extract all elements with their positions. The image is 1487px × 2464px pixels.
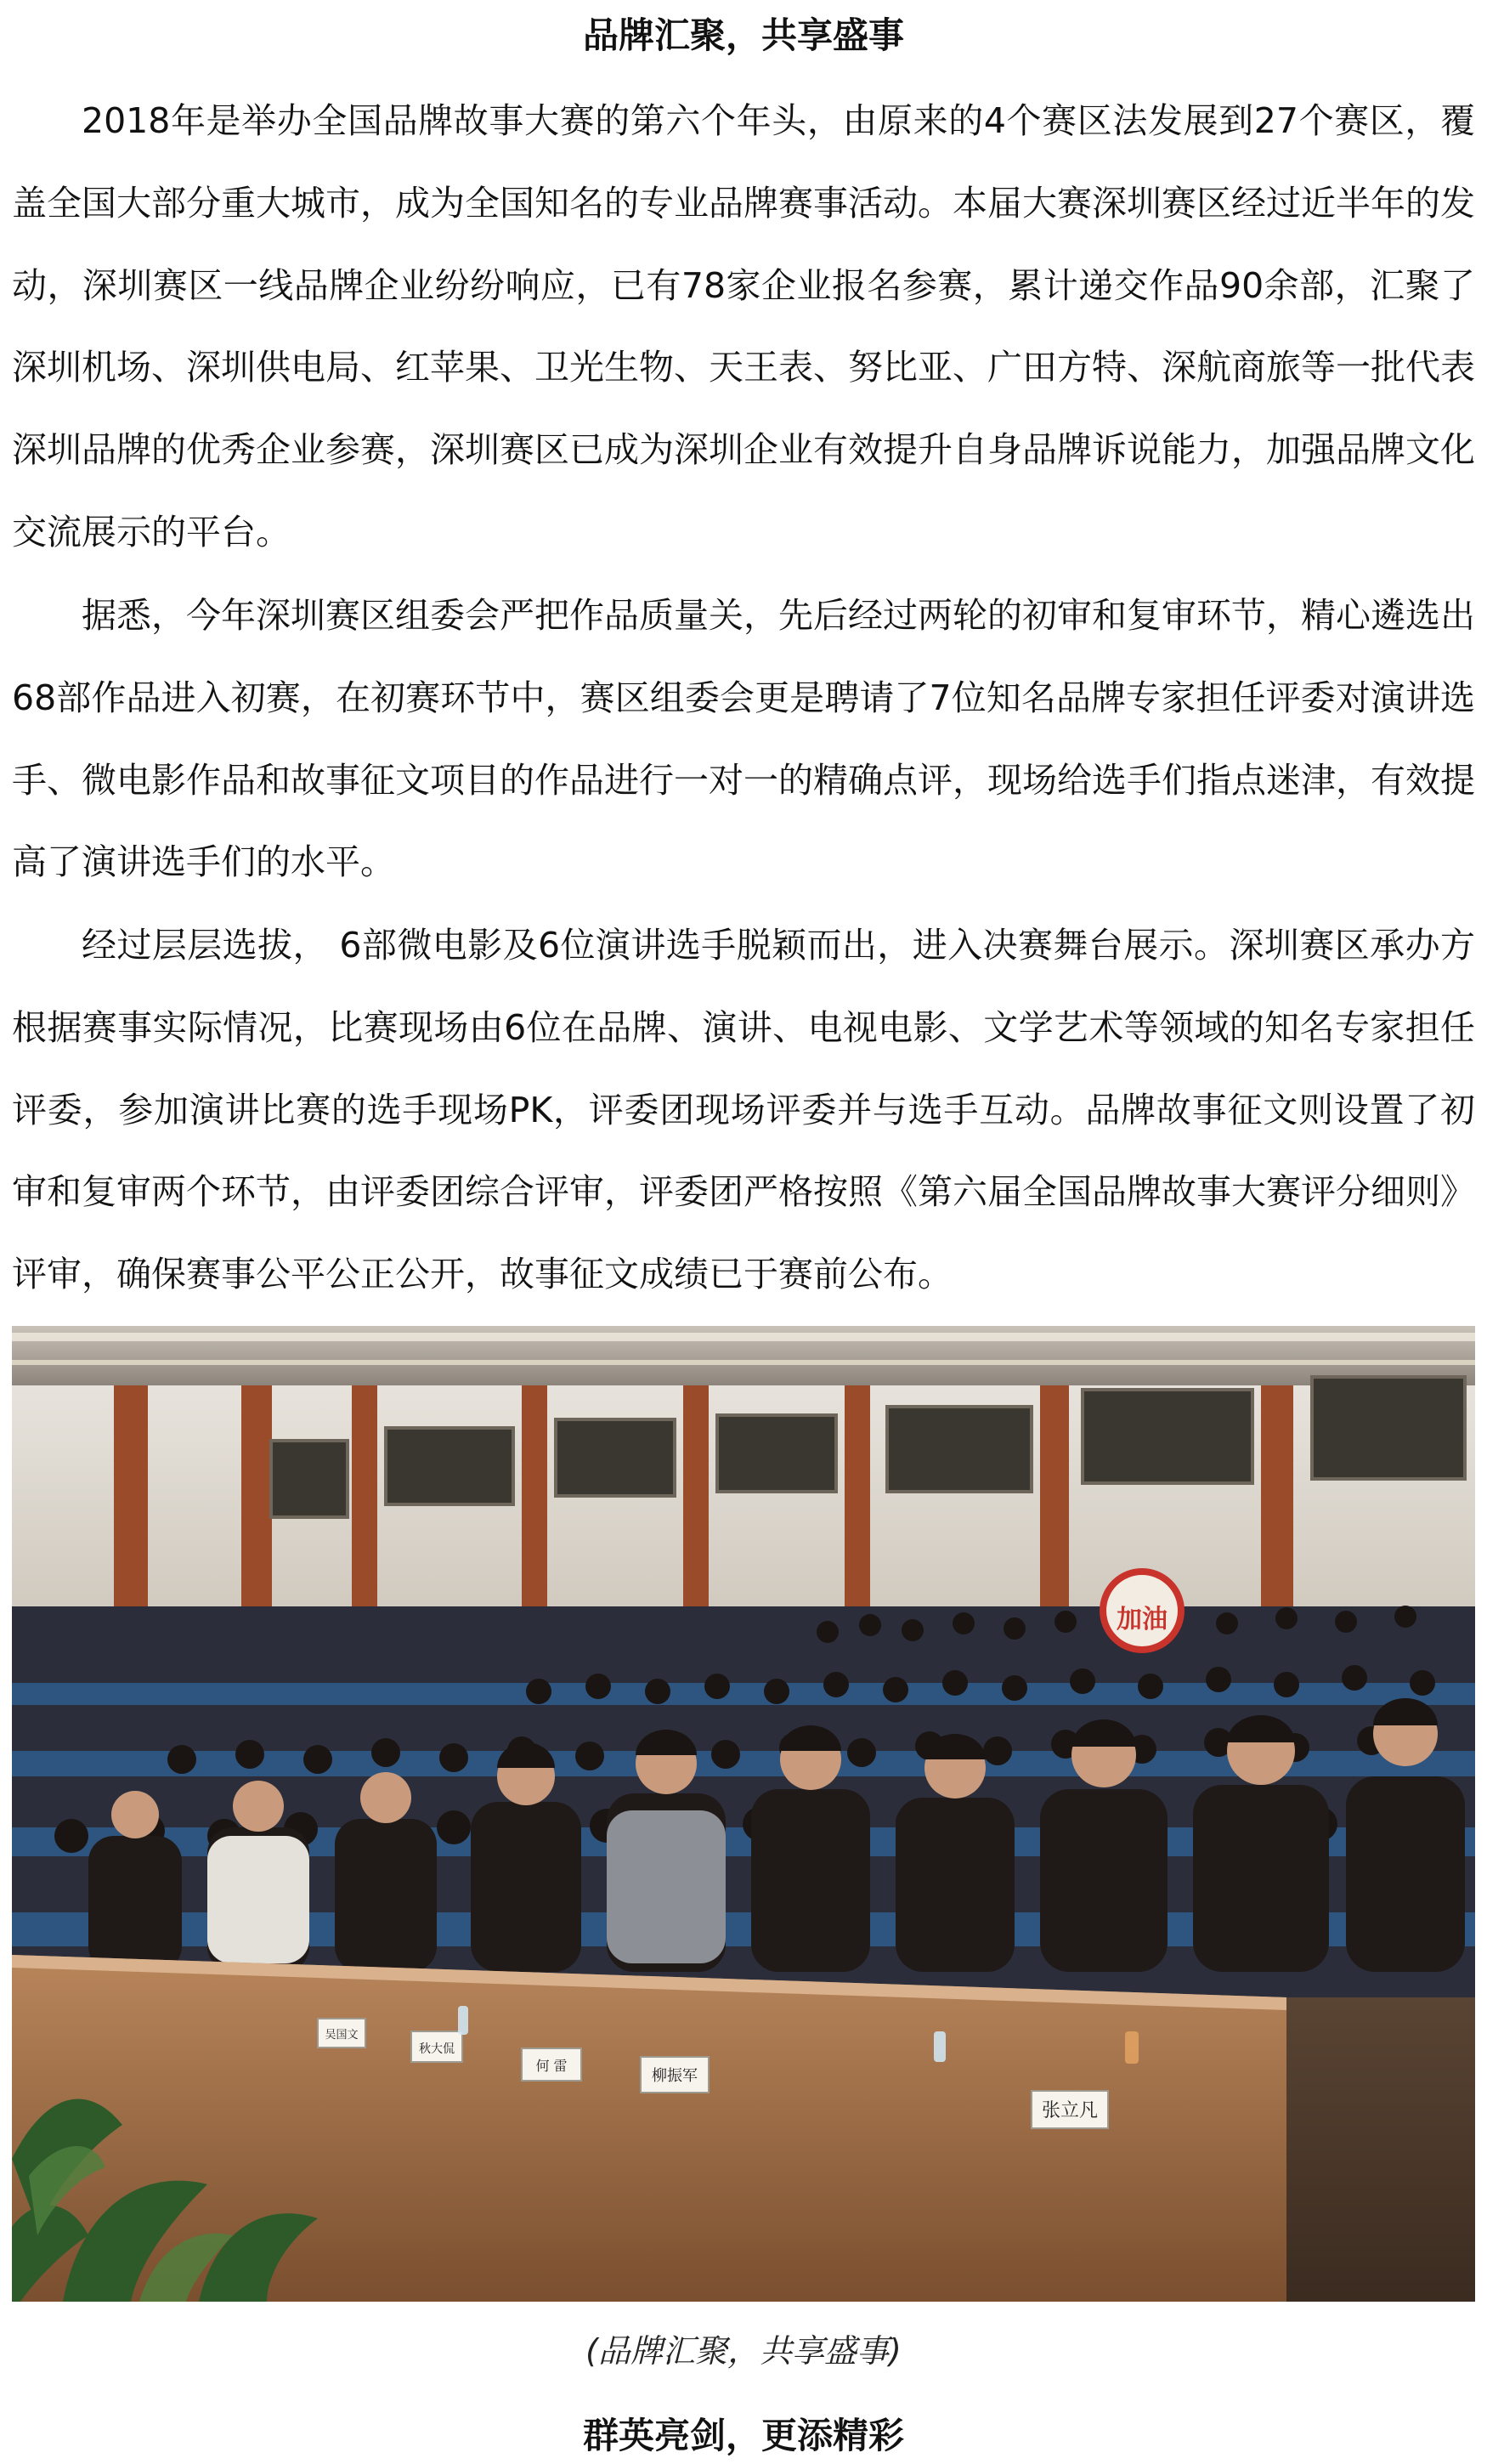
section-heading: 品牌汇聚，共享盛事: [582, 14, 904, 56]
sign-board-text: 加油: [1117, 1605, 1168, 1634]
placard-name-3: 何 雷: [535, 2058, 568, 2074]
paragraph-3: 经过层层选拔， 6部微电影及6位演讲选手脱颖而出，进入决赛舞台展示。深圳赛区承办方根据赛事实际情况，比赛现场由6位在品牌、演讲、电视电影、文学艺术等领域的知名专家担任评委，参加演讲比赛的选手现场PK，评委团现场评委并与选手互动。品牌故事征文则设置了初审和复审两个环节，由评委团综合评审，评委团严格按照《第六届全国品牌故事大赛评分细则》评审，确保赛事公平公正公开，故事征文成绩已于赛前公布。: [12, 925, 1475, 1295]
auditorium-illustration: [12, 1326, 1475, 2302]
next-section-heading: 群英亮剑，更添精彩: [582, 2415, 904, 2456]
paragraph-2: 据悉，今年深圳赛区组委会严把作品质量关，先后经过两轮的初审和复审环节，精心遴选出68部作品进入初赛，在初赛环节中，赛区组委会更是聘请了7位知名品牌专家担任评委对演讲选手、微电影作品和故事征文项目的作品进行一对一的精确点评，现场给选手们指点迷津，有效提高了演讲选手们的水平。: [12, 595, 1475, 883]
placard-name-1: 张立凡: [1041, 2100, 1099, 2121]
photo-caption: (品牌汇聚，共享盛事): [585, 2332, 902, 2370]
placard-name-4: 秋大侃: [419, 2042, 455, 2056]
placard-name-5: 吴国文: [325, 2029, 359, 2042]
paragraph-1: 2018年是举办全国品牌故事大赛的第六个年头，由原来的4个赛区法发展到27个赛区，覆盖全国大部分重大城市，成为全国知名的专业品牌赛事活动。本届大赛深圳赛区经过近半年的发动，深圳赛区一线品牌企业纷纷响应，已有78家企业报名参赛，累计递交作品90余部，汇聚了深圳机场、深圳供电局、红苹果、卫光生物、天王表、努比亚、广田方特、深航商旅等一批代表深圳品牌的优秀企业参赛，深圳赛区已成为深圳企业有效提升自身品牌诉说能力，加强品牌文化交流展示的平台。: [12, 100, 1475, 552]
placard-name-2: 柳振军: [652, 2067, 698, 2085]
event-photo: [12, 1326, 1475, 2302]
